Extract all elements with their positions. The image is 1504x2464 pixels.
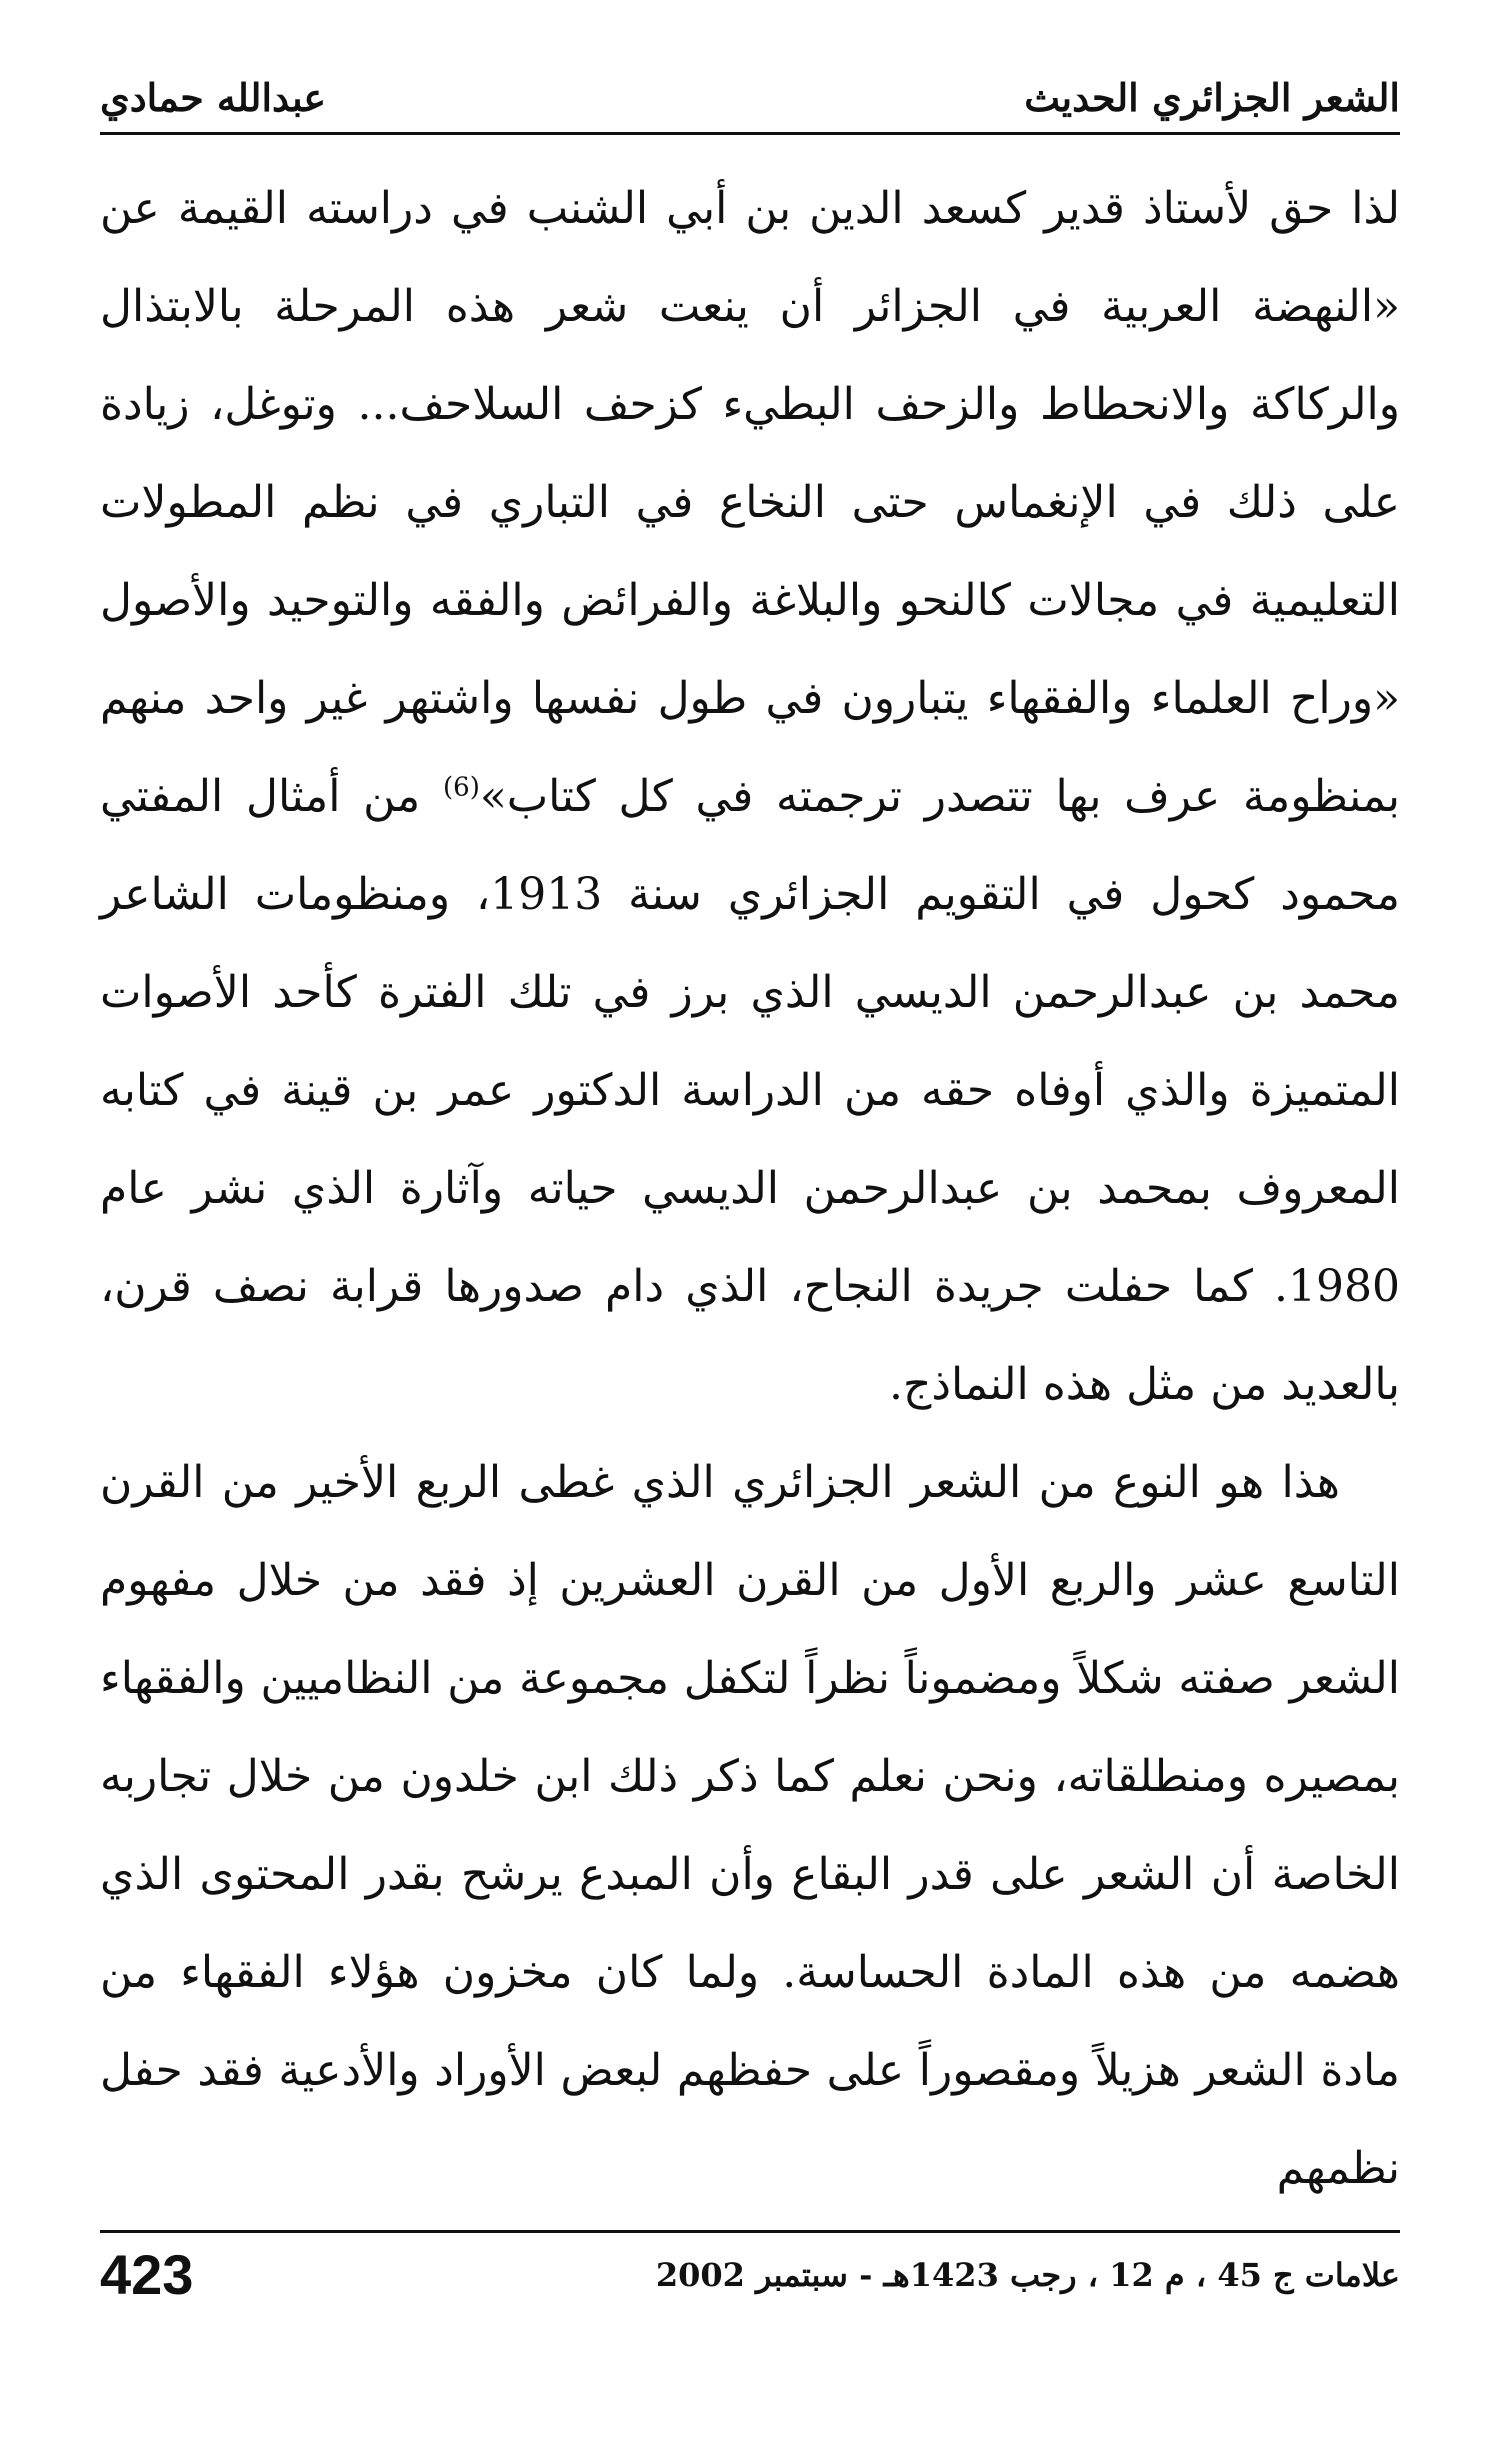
author-name: عبدالله حمادي — [100, 75, 327, 120]
page-footer — [100, 2242, 1400, 2307]
paragraph-1-text: لذا حق لأستاذ قدير كسعد الدين بن أبي الشنب في دراسته القيمة عن «النهضة العربية في الجزائر أن ينعت شعر هذه المرحلة بالابتذال والركاكة والانحطاط والزحف البطيء كزحف السلاحف... وتوغل، زيادة على ذلك في الإنغماس حتى النخاع في التباري في نظم المطولات التعليمية في مجالات كالنحو والبلاغة والفرائض والفقه والتوحيد والأصول «وراح العلماء والفقهاء يتبارون في طول نفسها واشتهر غير واحد منهم بمنظومة عرف بها تتصدر ترجمته في كل كتاب» — [100, 183, 1400, 822]
paragraph-2: هذا هو النوع من الشعر الجزائري الذي غطى الربع الأخير من القرن التاسع عشر والربع الأول من القرن العشرين إذ فقد من خلال مفهوم الشعر صفته شكلاً ومضموناً نظراً لتكفل مجموعة من النظاميين والفقهاء بمصيره ومنطلقاته، ونحن نعلم كما ذكر ذلك ابن خلدون من خلال تجاربه الخاصة أن الشعر على قدر البقاع وأن المبدع يرشح بقدر المحتوى الذي هضمه من هذه المادة الحساسة. ولما كان مخزون هؤلاء الفقهاء من مادة الشعر هزيلاً ومقصوراً على حفظهم لبعض الأوراد والأدعية فقد حفل نظمهم — [100, 1457, 1400, 2194]
running-header — [100, 50, 1400, 120]
body-text — [100, 160, 1400, 2218]
header-divider — [100, 132, 1400, 135]
page-number: 423 — [100, 2243, 194, 2306]
journal-info: علامات ج 45 ، م 12 ، رجب 1423هـ - سبتمبر 2002 — [655, 2255, 1400, 2294]
book-title: الشعر الجزائري الحديث — [1024, 75, 1400, 120]
footnote-reference[interactable]: (6) — [442, 772, 480, 803]
footer-divider — [100, 2230, 1400, 2233]
paragraph-1 — [100, 160, 1400, 1434]
paragraph-1-continuation: من أمثال المفتي محمود كحول في التقويم الجزائري سنة 1913، ومنظومات الشاعر محمد بن عبدالرحمن الديسي الذي برز في تلك الفترة كأحد الأصوات المتميزة والذي أوفاه حقه من الدراسة الدكتور عمر بن قينة في كتابه المعروف بمحمد بن عبدالرحمن الديسي حياته وآثارة الذي نشر عام 1980. كما حفلت جريدة النجاح، الذي دام صدورها قرابة نصف قرن، بالعديد من مثل هذه النماذج. — [100, 771, 1400, 1410]
document-page — [100, 50, 1400, 2390]
